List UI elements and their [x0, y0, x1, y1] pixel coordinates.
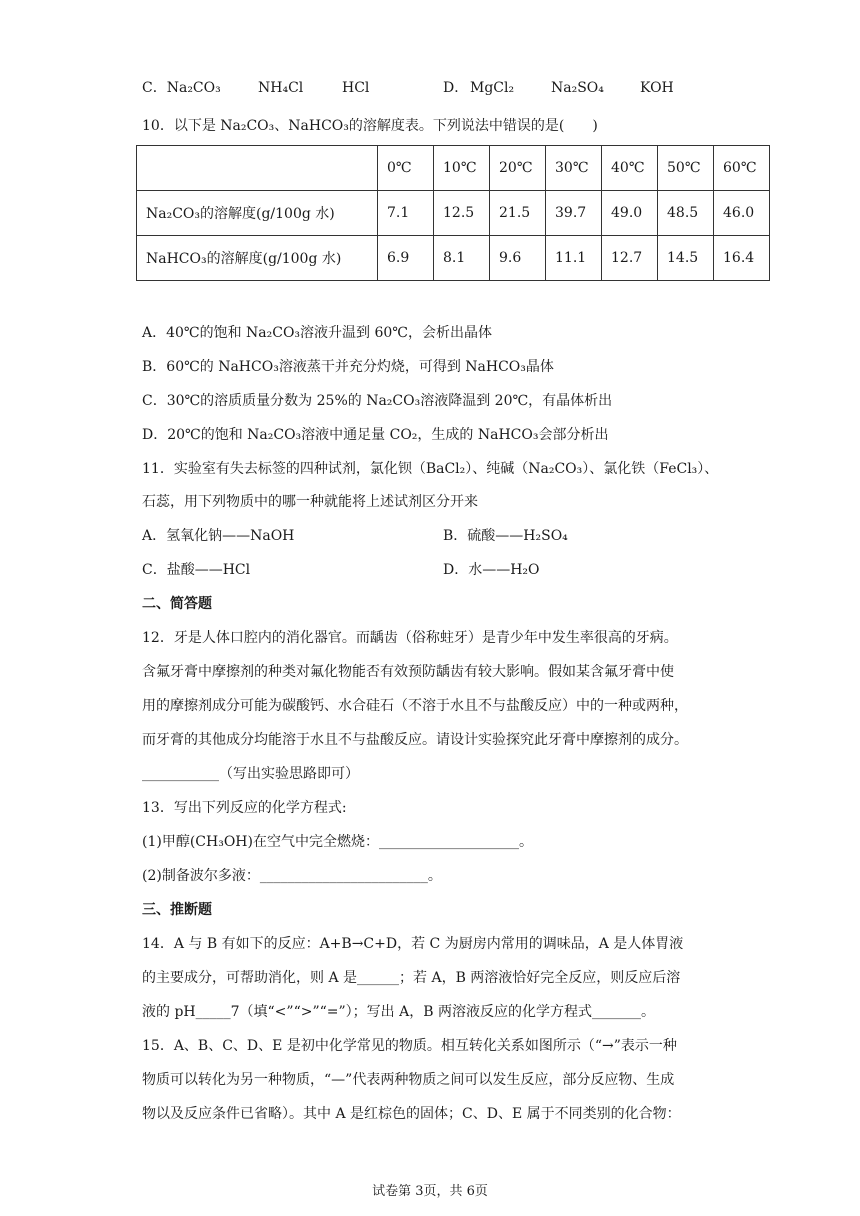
q10-option-d: D．20℃的饱和 Na₂CO₃溶液中通足量 CO₂，生成的 NaHCO₃会部分析出 [142, 427, 609, 443]
table-row-label: NaHCO₃的溶解度(g/100g 水) [137, 236, 378, 281]
table-cell: 46.0 [714, 191, 770, 236]
q11-stem-line-2: 石蕊，用下列物质中的哪一种就能将上述试剂区分开来 [142, 494, 478, 510]
q9-options-row [142, 78, 221, 98]
q15-line-3: 物以及反应条件已省略）。其中 A 是红棕色的固体；C、D、E 属于不同类别的化合物： [142, 1106, 681, 1122]
q10-option-b: B．60℃的 NaHCO₃溶液蒸干并充分灼烧，可得到 NaHCO₃晶体 [142, 359, 554, 375]
q12-line-4: 而牙膏的其他成分均能溶于水且不与盐酸反应。请设计实验探究此牙膏中摩擦剂的成分。 [142, 732, 688, 748]
q12-line-1: 12．牙是人体口腔内的消化器官。而龋齿（俗称蛀牙）是青少年中发生率很高的牙病。 [142, 630, 678, 646]
q10-option-a: A．40℃的饱和 Na₂CO₃溶液升温到 60℃，会析出晶体 [142, 325, 492, 341]
q15-line-2: 物质可以转化为另一种物质，“—”代表两种物质之间可以发生反应，部分反应物、生成 [142, 1072, 675, 1088]
table-cell: 7.1 [378, 191, 434, 236]
q9-option-d-item-2: Na₂SO₄ [551, 80, 604, 96]
table-header-cell: 0℃ [378, 146, 434, 191]
table-header-cell: 50℃ [658, 146, 714, 191]
table-cell: 12.7 [602, 236, 658, 281]
q12-answer-blank: ___________（写出实验思路即可） [142, 766, 359, 782]
q11-stem-line-1: 11．实验室有失去标签的四种试剂，氯化钡（BaCl₂）、纯碱（Na₂CO₃）、氯化铁（FeCl₃）、 [142, 461, 719, 477]
q11-option-d: D．水——H₂O [443, 562, 540, 578]
q13-part-2: (2)制备波尔多液：________________________。 [142, 868, 442, 884]
table-header-cell: 40℃ [602, 146, 658, 191]
q15-line-1: 15．A、B、C、D、E 是初中化学常见的物质。相互转化关系如图所示（“→”表示一种 [142, 1038, 677, 1054]
q9-option-c-item-3: HCl [342, 80, 370, 96]
table-header-cell: 20℃ [490, 146, 546, 191]
table-cell: 21.5 [490, 191, 546, 236]
solubility-table [136, 145, 770, 281]
table-cell: 9.6 [490, 236, 546, 281]
q14-line-2: 的主要成分，可帮助消化，则 A 是______；若 A，B 两溶液恰好完全反应，则反应后溶 [142, 970, 681, 986]
table-header-cell: 30℃ [546, 146, 602, 191]
table-cell: 48.5 [658, 191, 714, 236]
table-header-cell: 10℃ [434, 146, 490, 191]
q14-line-3: 液的 pH_____7（填“<”“>”“=”）；写出 A，B 两溶液反应的化学方程式_______。 [142, 1004, 655, 1020]
table-header-cell: 60℃ [714, 146, 770, 191]
table-row [137, 191, 770, 236]
q9-option-d-label: D． [443, 80, 469, 96]
table-row [137, 236, 770, 281]
q9-option-c-item-2: NH₄Cl [258, 80, 304, 96]
q9-option-d-item-1: MgCl₂ [470, 80, 515, 96]
q11-option-c: C．盐酸——HCl [142, 562, 251, 578]
section-heading-inference: 三、推断题 [142, 902, 212, 918]
table-cell: 14.5 [658, 236, 714, 281]
table-cell: 49.0 [602, 191, 658, 236]
table-header-cell [137, 146, 378, 191]
table-cell: 39.7 [546, 191, 602, 236]
q9-option-c-label: C． [142, 80, 167, 96]
q14-line-1: 14．A 与 B 有如下的反应：A+B→C+D，若 C 为厨房内常用的调味品，A 是人体胃液 [142, 936, 684, 952]
table-cell: 6.9 [378, 236, 434, 281]
table-cell: 12.5 [434, 191, 490, 236]
q9-option-d-item-3: KOH [640, 80, 674, 96]
table-cell: 11.1 [546, 236, 602, 281]
table-cell: 16.4 [714, 236, 770, 281]
q11-option-a: A．氢氧化钠——NaOH [142, 528, 295, 544]
table-header-row [137, 146, 770, 191]
q13-stem: 13．写出下列反应的化学方程式: [142, 800, 347, 816]
table-cell: 8.1 [434, 236, 490, 281]
q9-option-c-item: Na₂CO₃ [166, 80, 221, 96]
q13-part-1: (1)甲醇(CH₃OH)在空气中完全燃烧：____________________。 [142, 834, 533, 850]
q10-stem: 10．以下是 Na₂CO₃、NaHCO₃的溶解度表。下列说法中错误的是( ) [142, 118, 598, 134]
section-heading-short-answer: 二、简答题 [142, 596, 212, 612]
q10-option-c: C．30℃的溶质质量分数为 25%的 Na₂CO₃溶液降温到 20℃，有晶体析出 [142, 393, 613, 409]
page-footer: 试卷第 3页，共 6页 [372, 1184, 488, 1199]
q11-option-b: B．硫酸——H₂SO₄ [443, 528, 568, 544]
q12-line-2: 含氟牙膏中摩擦剂的种类对氟化物能否有效预防龋齿有较大影响。假如某含氟牙膏中使 [142, 664, 674, 680]
q12-line-3: 用的摩擦剂成分可能为碳酸钙、水合硅石（不溶于水且不与盐酸反应）中的一种或两种， [142, 698, 688, 714]
table-row-label: Na₂CO₃的溶解度(g/100g 水) [137, 191, 378, 236]
